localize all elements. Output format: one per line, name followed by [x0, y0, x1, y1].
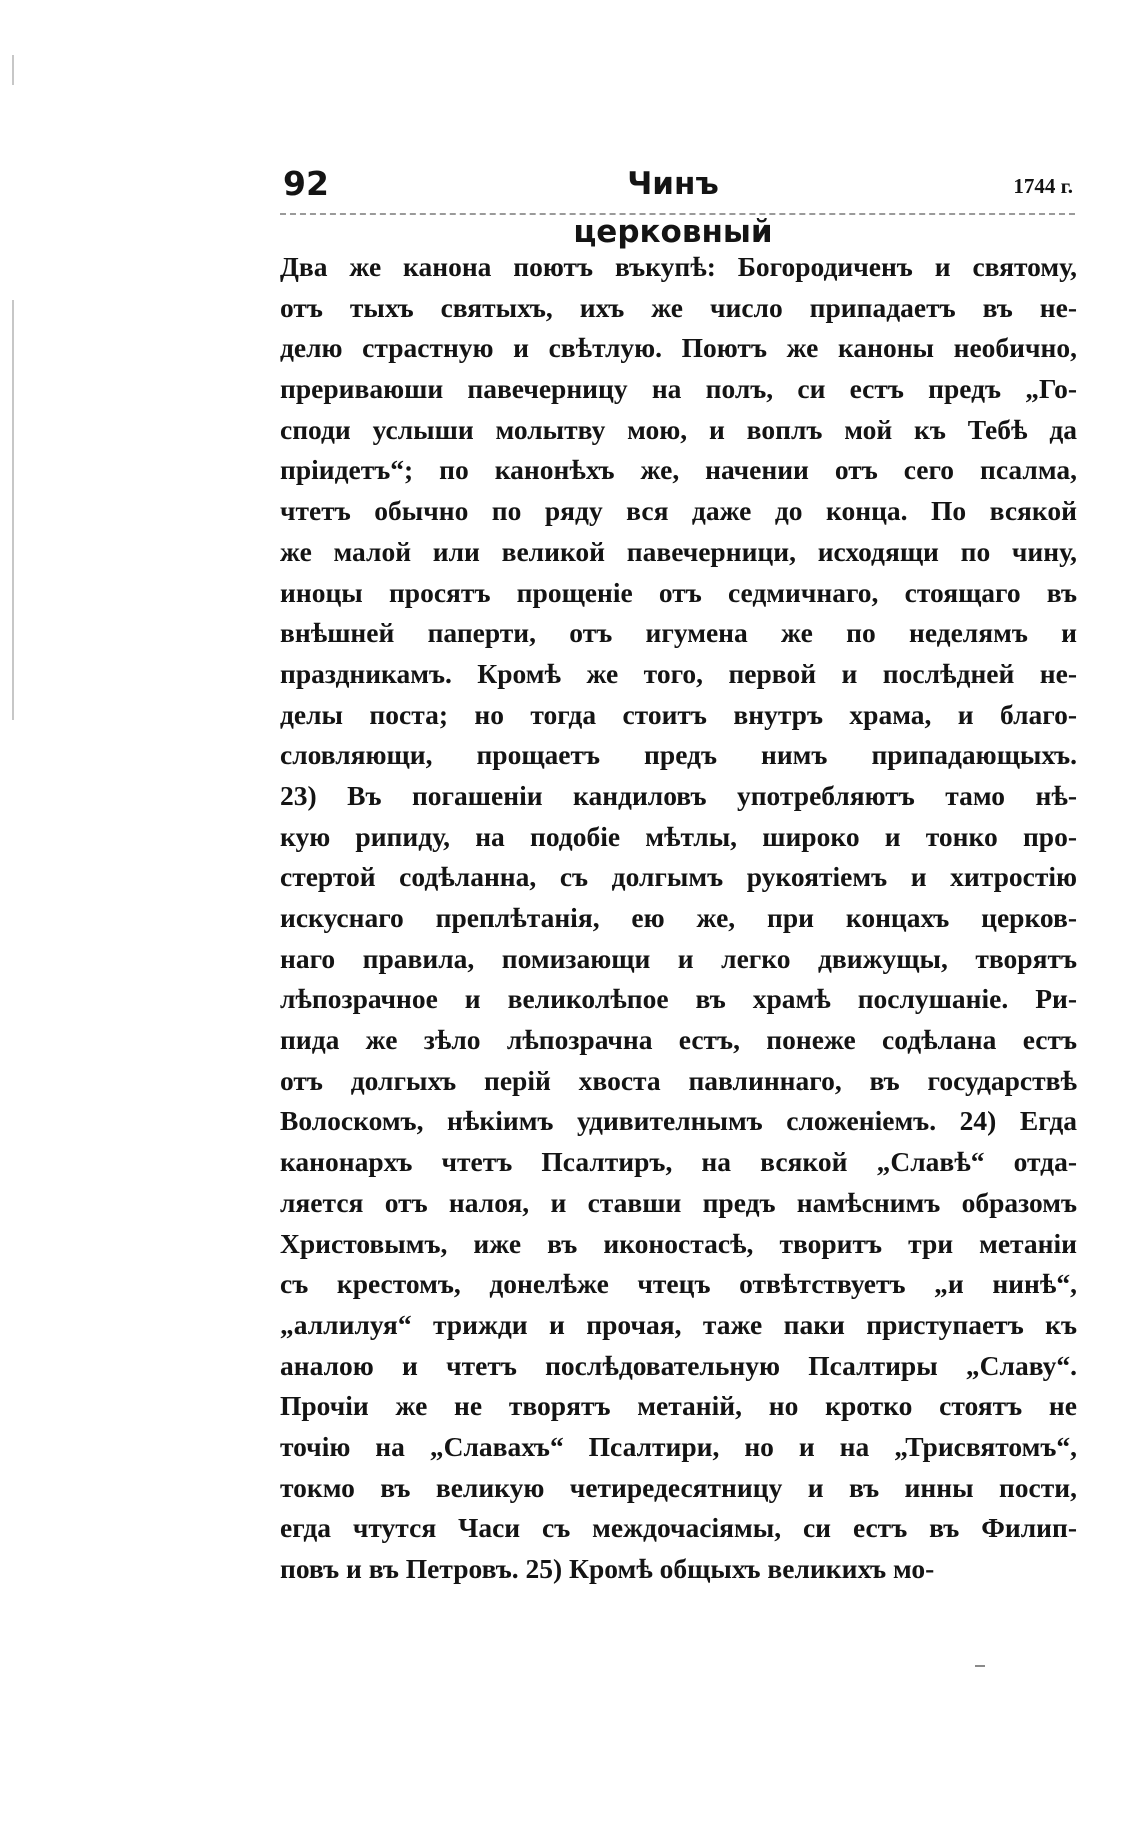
text-line: делы поста; но тогда стоитъ внутръ храма, и благо-	[280, 698, 1077, 730]
text-line: канонархъ чтетъ Псалтиръ, на всякой „Славѣ“ отда-	[280, 1146, 1077, 1178]
text-line: повъ и въ Петровъ. 25) Кромѣ общыхъ великихъ мо-	[280, 1553, 935, 1584]
text-line: праздникамъ. Кромѣ же того, первой и послѣдней не-	[280, 657, 1077, 689]
scan-edge-mark	[12, 55, 14, 85]
text-line: же малой или великой павечерници, исходящи по чину,	[280, 535, 1077, 567]
text-line: иноцы просятъ прощеніе отъ седмичнаго, стоящаго въ	[280, 576, 1077, 608]
text-line: споди услыши молытву мою, и воплъ мой къ Тебѣ да	[280, 413, 1077, 445]
text-line: отъ тыхъ святыхъ, ихъ же число припадаетъ въ не-	[280, 291, 1077, 323]
text-line: егда чтутся Часи съ междочасіямы, си естъ въ Филип-	[280, 1512, 1077, 1544]
text-line: съ крестомъ, донелѣже чтецъ отвѣтствуетъ „и нинѣ“,	[280, 1268, 1077, 1300]
text-line: Два же канона поютъ въкупѣ: Богородиченъ и святому,	[280, 251, 1077, 282]
text-line: наго правила, помизающи и легко движущы, творятъ	[280, 942, 1077, 974]
running-title: Чинъ церковный	[573, 166, 773, 250]
text-line: 23) Въ погашеніи кандиловъ употребляютъ тамо нѣ-	[280, 779, 1077, 811]
text-line: прериваюши павечерницу на полъ, си естъ предъ „Го-	[280, 373, 1077, 405]
scan-speck	[975, 1665, 985, 1667]
text-line: Прочіи же не творятъ метаній, но кротко стоятъ не	[280, 1390, 1077, 1422]
text-line: ляется отъ налоя, и ставши предъ намѣснимъ образомъ	[280, 1186, 1077, 1218]
text-line: аналою и чтетъ послѣдовательную Псалтиры „Славу“.	[280, 1349, 1077, 1381]
text-line: стертой содѣланна, съ долгымъ рукоятіемъ и хитростію	[280, 861, 1077, 893]
text-line: кую рипиду, на подобіе мѣтлы, широко и тонко про-	[280, 820, 1077, 852]
text-line: искуснаго преплѣтанія, ею же, при концахъ церков-	[280, 902, 1077, 933]
year-label: 1744 г.	[1013, 174, 1073, 198]
header-rule	[280, 213, 1075, 215]
text-line: делю страстную и свѣтлую. Поютъ же каноны необично,	[280, 332, 1077, 364]
page-header	[283, 160, 1073, 250]
text-line: точію на „Славахъ“ Псалтири, но и на „Трисвятомъ“,	[280, 1430, 1077, 1462]
text-line: чтетъ обычно по ряду вся даже до конца. По всякой	[280, 495, 1077, 527]
text-line: пріидетъ“; по канонѣхъ же, начении отъ сего псалма,	[280, 454, 1077, 486]
text-line: „аллилуя“ трижди и прочая, таже паки приступаетъ къ	[280, 1308, 1077, 1340]
body-text	[280, 247, 1077, 1590]
page-number: 92	[283, 164, 329, 203]
text-line: Христовымъ, иже въ иконостасѣ, творитъ три метаніи	[280, 1227, 1077, 1259]
text-line: словляющи, прощаетъ предъ нимъ припадающыхъ.	[280, 739, 1077, 771]
text-line: отъ долгыхъ перій хвоста павлиннаго, въ государствѣ	[280, 1064, 1077, 1096]
text-line: токмо въ великую четиредесятницу и въ инны пости,	[280, 1471, 1077, 1503]
text-line: лѣпозрачное и великолѣпое въ храмѣ послушаніе. Ри-	[280, 983, 1077, 1015]
text-line: Волоскомъ, нѣкіимъ удивителнымъ сложеніемъ. 24) Егда	[280, 1105, 1077, 1137]
scan-edge-mark	[12, 300, 14, 720]
text-line: пида же зѣло лѣпозрачна естъ, понеже содѣлана естъ	[280, 1024, 1077, 1056]
text-line: внѣшней паперти, отъ игумена же по неделямъ и	[280, 617, 1077, 649]
